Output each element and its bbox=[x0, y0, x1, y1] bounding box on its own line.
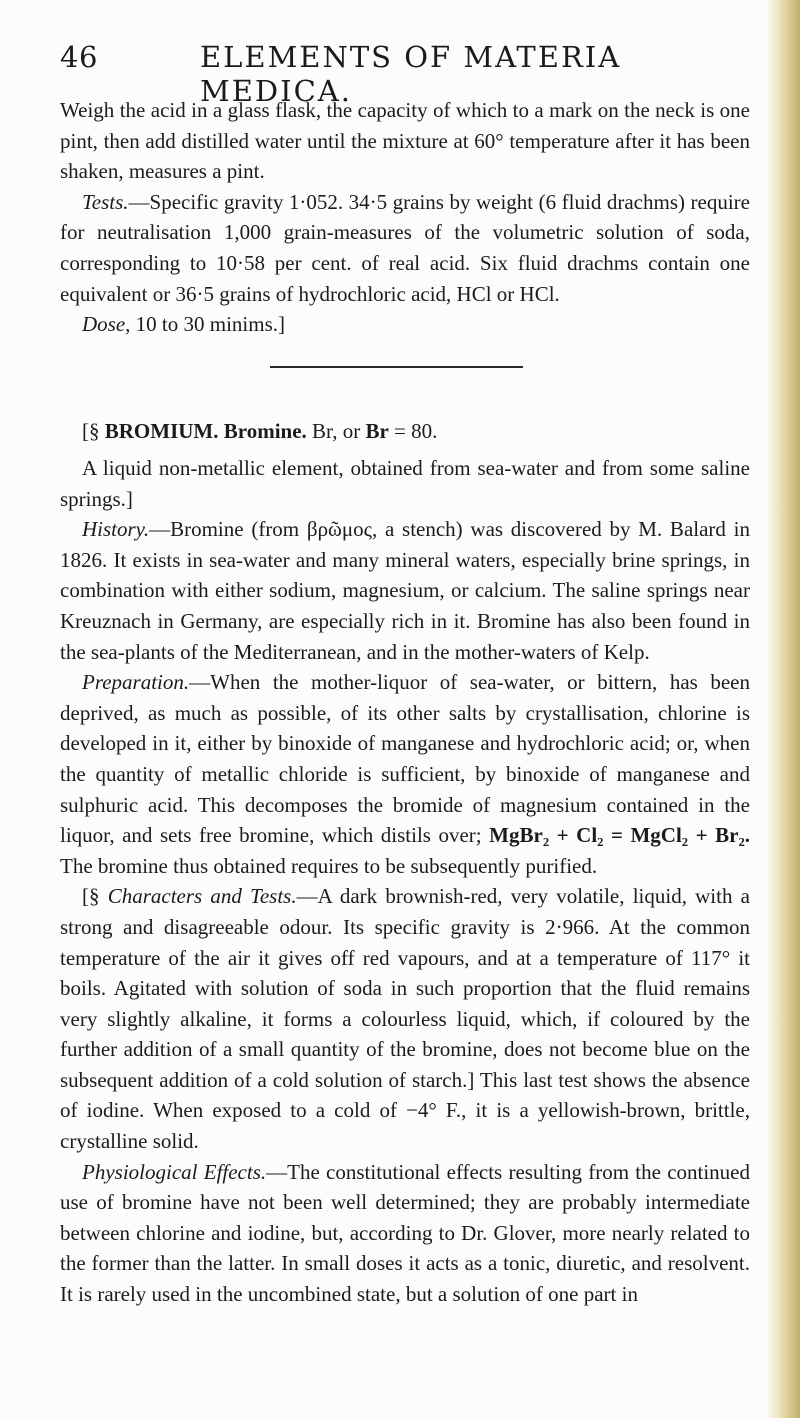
heading-english-name: Bromine. bbox=[223, 419, 307, 443]
page-edge-shadow bbox=[766, 0, 800, 1418]
physiological-label: Physiological Effects. bbox=[82, 1159, 267, 1184]
bromine-intro: A liquid non-metallic element, obtained from sea-water and from some saline springs.] bbox=[60, 456, 750, 511]
preparation-paragraph bbox=[60, 667, 750, 881]
history-text: —Bromine (from βρῶμος, a stench) was discovered by M. Balard in 1826. It exists in sea-water and many mineral waters, especially brine springs, in combination with either sodium, magnesium, or calcium. The saline springs near Kreuznach in Germany, are especially rich in it. Bromine has also been found in the sea-plants of the Mediterranean, and in the mother-waters of Kelp. bbox=[60, 517, 750, 664]
section-divider bbox=[270, 366, 523, 368]
history-label: History. bbox=[82, 517, 150, 542]
tests-label: Tests. bbox=[82, 189, 129, 214]
physiological-text: —The constitutional effects resulting from the continued use of bromine have not been well determined; they are probably intermediate between chlorine and iodine, but, according to Dr. Glover, more nearly related to the former than the latter. In small doses it acts as a tonic, diuretic, and resolvent. It is rarely used in the uncombined state, but a solution of one part in bbox=[60, 1159, 751, 1307]
hydrochloric-acid-section bbox=[60, 95, 750, 340]
characters-paragraph bbox=[60, 881, 750, 1156]
heading-symbol: Br, or bbox=[306, 419, 366, 443]
history-paragraph bbox=[60, 514, 750, 667]
bromium-section bbox=[60, 453, 750, 1310]
preparation-text: —When the mother-liquor of sea-water, or bittern, has been deprived, as much as possible, of its other salts by crystallisation, chlorine is developed in it, either by binoxide of manganese and hydrochloric acid; or, when the quantity of metallic chloride is sufficient, by binoxide of manganese and sulphuric acid. This decomposes the bromide of magnesium contained in the liquor, and sets free bromine, which distils over; bbox=[60, 670, 750, 848]
tests-paragraph bbox=[60, 187, 750, 309]
page-number: 46 bbox=[60, 40, 98, 74]
preparation-text-end: The bromine thus obtained requires to be subsequently purified. bbox=[60, 853, 598, 878]
bromium-heading bbox=[82, 416, 437, 446]
dose-label: Dose, bbox=[82, 312, 131, 337]
preparation-label: Preparation. bbox=[82, 670, 190, 695]
heading-bracket: [§ bbox=[82, 419, 105, 443]
dose-text: 10 to 30 minims.] bbox=[130, 312, 286, 337]
dose-paragraph bbox=[60, 309, 750, 340]
characters-label: Characters and Tests. bbox=[107, 884, 297, 909]
physiological-paragraph bbox=[60, 1157, 750, 1310]
heading-latin-name: BROMIUM. bbox=[104, 419, 219, 443]
weigh-paragraph: Weigh the acid in a glass flask, the capacity of which to a mark on the neck is one pint, then add distilled water until the mixture at 60° temperature after it has been shaken, measures a pint. bbox=[60, 98, 750, 184]
heading-weight: = 80. bbox=[388, 419, 438, 443]
tests-text: —Specific gravity 1·052. 34·5 grains by weight (6 fluid drachms) require for neutralisation 1,000 grain-measures of the volumetric solution of soda, corresponding to 10·58 per cent. of real acid. Six fluid drachms contain one equivalent or 36·5 grains of hydrochloric acid, HCl or HCl. bbox=[60, 189, 750, 306]
characters-text: —A dark brownish-red, very volatile, liquid, with a strong and disagreeable odour. Its specific gravity is 2·966. At the common temperature of the air it gives off red vapours, and at a temperature of 117° it boils. Agitated with solution of soda in such proportion that the fluid remains very slightly alkaline, it forms a colourless liquid, which, if coloured by the further addition of a small quantity of the bromine, does not become blue on the subsequent addition of a cold solution of starch.] This last test shows the absence of iodine. When exposed to a cold of −4° F., it is a yellowish-brown, brittle, crystalline solid. bbox=[60, 884, 750, 1154]
preparation-equation: MgBr₂ + Cl₂ = MgCl₂ + Br₂. bbox=[489, 823, 750, 848]
heading-formula: Br bbox=[365, 419, 389, 443]
characters-bracket: [§ bbox=[82, 884, 108, 909]
page-header bbox=[60, 40, 750, 108]
running-title: ELEMENTS OF MATERIA MEDICA. bbox=[200, 40, 622, 108]
